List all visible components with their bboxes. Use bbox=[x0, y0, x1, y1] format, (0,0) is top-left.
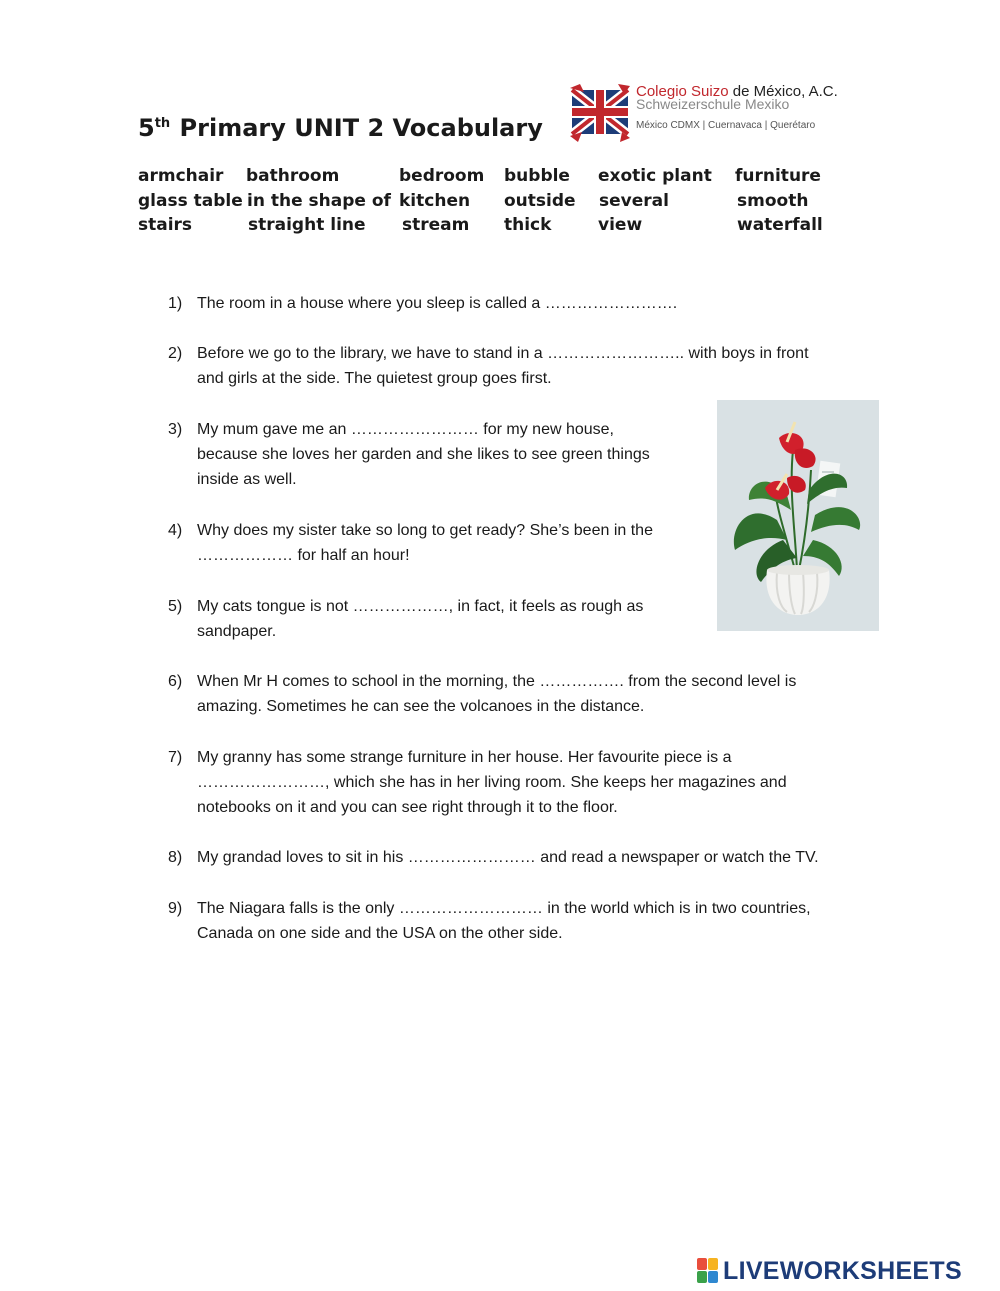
vocab-word: stream bbox=[402, 215, 470, 235]
vocab-word: straight line bbox=[248, 215, 366, 235]
vocab-word: smooth bbox=[737, 191, 809, 211]
school-locations: México CDMX | Cuernavaca | Querétaro bbox=[636, 120, 816, 131]
vocab-word: thick bbox=[504, 215, 552, 235]
question-text: My mum gave me an …………………… for my new house, bbox=[197, 421, 614, 438]
vocab-word: several bbox=[599, 191, 669, 211]
plant-photo bbox=[717, 400, 879, 631]
vocab-word: furniture bbox=[735, 166, 821, 186]
school-name: Colegio Suizo de México, A.C. bbox=[636, 83, 838, 100]
vocab-word: stairs bbox=[138, 215, 193, 235]
question-text: When Mr H comes to school in the morning, the ……………. from the second level is bbox=[197, 673, 797, 690]
potted-anthurium-image bbox=[717, 400, 879, 631]
liveworksheets-logo-icon bbox=[697, 1258, 719, 1284]
vocab-word: bubble bbox=[504, 166, 570, 186]
question-text: The Niagara falls is the only ……………………… in the world which is in two countries, bbox=[197, 900, 811, 917]
question-text: My grandad loves to sit in his …………………… and read a newspaper or watch the TV. bbox=[197, 849, 819, 866]
question-text: notebooks on it and you can see right through it to the floor. bbox=[197, 799, 618, 816]
school-logo bbox=[570, 82, 870, 152]
question-text: amazing. Sometimes he can see the volcanoes in the distance. bbox=[197, 698, 645, 715]
page-title: 5th Primary UNIT 2 Vocabulary bbox=[138, 114, 543, 142]
vocab-word: armchair bbox=[138, 166, 224, 186]
vocabulary-word-bank bbox=[138, 166, 858, 246]
question-text: ……………………, which she has in her living room. She keeps her magazines and bbox=[197, 774, 787, 791]
vocab-word: kitchen bbox=[399, 191, 471, 211]
union-jack-crest-icon bbox=[570, 82, 632, 144]
vocab-word: bedroom bbox=[399, 166, 485, 186]
question-text: Canada on one side and the USA on the other side. bbox=[197, 925, 563, 942]
question-text: ……………… for half an hour! bbox=[197, 547, 410, 564]
vocab-word: in the shape of bbox=[247, 191, 391, 211]
vocab-word: outside bbox=[504, 191, 576, 211]
question-text: because she loves her garden and she likes to see green things bbox=[197, 446, 650, 463]
question-text: sandpaper. bbox=[197, 623, 277, 640]
question-text: The room in a house where you sleep is called a ……………………. bbox=[197, 295, 678, 312]
question-text: My granny has some strange furniture in her house. Her favourite piece is a bbox=[197, 749, 732, 766]
vocab-word: bathroom bbox=[246, 166, 340, 186]
liveworksheets-watermark bbox=[697, 1257, 962, 1285]
vocab-word: waterfall bbox=[737, 215, 823, 235]
question-text: Before we go to the library, we have to stand in a …………………….. with boys in front bbox=[197, 345, 809, 362]
vocab-word: glass table bbox=[138, 191, 243, 211]
question-text: My cats tongue is not ………………, in fact, it feels as rough as bbox=[197, 598, 644, 615]
school-subtitle: Schweizerschule Mexiko bbox=[636, 96, 790, 112]
vocab-word: view bbox=[598, 215, 643, 235]
question-text: inside as well. bbox=[197, 471, 297, 488]
brand-name: LIVEWORKSHEETS bbox=[723, 1256, 962, 1285]
vocab-word: exotic plant bbox=[598, 166, 712, 186]
question-text: and girls at the side. The quietest group goes first. bbox=[197, 370, 552, 387]
question-text: Why does my sister take so long to get ready? She’s been in the bbox=[197, 522, 653, 539]
